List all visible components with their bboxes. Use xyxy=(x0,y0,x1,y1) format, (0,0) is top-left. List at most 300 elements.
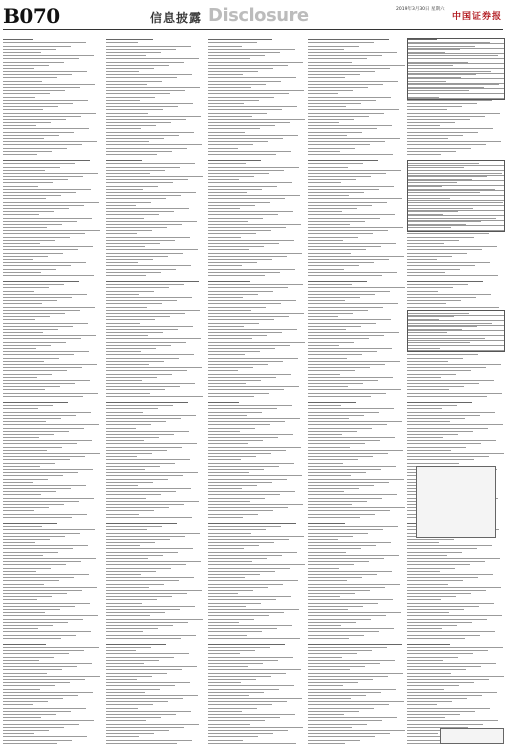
text-column-2 xyxy=(106,34,206,744)
text-line xyxy=(208,463,294,464)
text-line xyxy=(208,246,264,247)
text-line xyxy=(308,249,366,250)
text-line xyxy=(3,504,64,505)
text-line xyxy=(3,526,42,527)
text-line xyxy=(208,84,266,85)
text-line xyxy=(308,574,377,575)
text-line xyxy=(3,418,61,419)
text-line xyxy=(308,128,377,129)
text-line xyxy=(308,635,364,636)
text-line xyxy=(407,393,502,394)
text-line xyxy=(308,453,388,454)
text-line xyxy=(106,103,193,104)
text-line xyxy=(3,622,68,623)
text-line xyxy=(308,717,397,718)
text-line xyxy=(208,125,275,126)
text-line xyxy=(208,300,296,301)
text-line xyxy=(106,307,147,308)
text-line xyxy=(106,342,186,343)
text-column-4 xyxy=(308,34,408,744)
text-line xyxy=(308,660,395,661)
text-line xyxy=(208,523,296,524)
text-line xyxy=(3,574,89,575)
text-line xyxy=(106,587,149,588)
text-line xyxy=(3,692,93,693)
text-line xyxy=(3,421,46,422)
text-line xyxy=(208,39,272,40)
text-line xyxy=(3,615,98,616)
text-line xyxy=(308,644,402,645)
text-line xyxy=(208,170,284,171)
text-line xyxy=(308,679,373,680)
text-line xyxy=(308,211,342,212)
text-line xyxy=(308,733,390,734)
text-line xyxy=(308,113,384,114)
text-line xyxy=(3,599,37,600)
text-line xyxy=(208,144,253,145)
text-line xyxy=(308,523,345,524)
text-line xyxy=(208,647,270,648)
text-line xyxy=(106,81,162,82)
text-line xyxy=(3,275,94,276)
text-line xyxy=(308,539,338,540)
text-line xyxy=(3,291,34,292)
text-line xyxy=(106,730,169,731)
text-line xyxy=(3,221,77,222)
text-line xyxy=(308,119,354,120)
text-line xyxy=(3,364,97,365)
text-line xyxy=(3,673,47,674)
text-line xyxy=(308,701,404,702)
text-line xyxy=(106,619,203,620)
text-line xyxy=(208,370,238,371)
text-line xyxy=(106,186,158,187)
text-line xyxy=(208,109,282,110)
text-line xyxy=(208,65,288,66)
text-line xyxy=(308,303,398,304)
text-line xyxy=(208,510,273,511)
text-line xyxy=(407,367,486,368)
text-line xyxy=(3,463,55,464)
text-line xyxy=(208,182,292,183)
text-line xyxy=(208,402,239,403)
text-line xyxy=(208,138,283,139)
text-line xyxy=(3,329,58,330)
text-line xyxy=(3,539,50,540)
text-line xyxy=(3,469,93,470)
text-line xyxy=(407,733,438,734)
text-line xyxy=(106,606,195,607)
text-line xyxy=(407,593,471,594)
text-line xyxy=(106,170,165,171)
text-line xyxy=(308,482,389,483)
text-line xyxy=(407,689,444,690)
text-line xyxy=(407,389,449,390)
text-line xyxy=(3,711,71,712)
text-line xyxy=(308,332,399,333)
text-line xyxy=(208,568,290,569)
text-line xyxy=(407,708,490,709)
text-line xyxy=(106,603,142,604)
text-line xyxy=(208,345,290,346)
text-line xyxy=(106,233,137,234)
text-line xyxy=(106,253,183,254)
text-line xyxy=(308,587,385,588)
text-line xyxy=(407,609,464,610)
text-line xyxy=(407,259,437,260)
text-line xyxy=(3,195,61,196)
text-line xyxy=(308,189,379,190)
text-line xyxy=(308,93,338,94)
text-line xyxy=(308,625,341,626)
text-line xyxy=(3,97,35,98)
text-line xyxy=(208,71,258,72)
text-line xyxy=(3,84,95,85)
text-line xyxy=(208,638,300,639)
text-line xyxy=(106,100,140,101)
text-line xyxy=(407,434,458,435)
text-line xyxy=(106,552,178,553)
text-line xyxy=(3,119,66,120)
text-line xyxy=(208,87,251,88)
text-line xyxy=(208,475,302,476)
text-line xyxy=(106,182,173,183)
text-line xyxy=(106,405,173,406)
text-line xyxy=(407,584,448,585)
text-line xyxy=(106,323,140,324)
text-line xyxy=(106,577,194,578)
text-line xyxy=(308,160,378,161)
text-line xyxy=(3,405,53,406)
text-line xyxy=(308,447,350,448)
text-line xyxy=(208,198,285,199)
text-line xyxy=(308,545,376,546)
text-line xyxy=(3,148,67,149)
text-line xyxy=(106,402,188,403)
text-line xyxy=(308,609,348,610)
text-line xyxy=(3,240,55,241)
text-line xyxy=(308,424,387,425)
text-line xyxy=(106,68,154,69)
text-line xyxy=(106,141,149,142)
text-line xyxy=(106,740,192,741)
text-line xyxy=(3,701,48,702)
text-line xyxy=(308,106,346,107)
text-line xyxy=(308,421,402,422)
text-line xyxy=(106,593,187,594)
text-line xyxy=(106,653,189,654)
text-line xyxy=(106,284,184,285)
text-line xyxy=(208,708,257,709)
text-line xyxy=(407,307,499,308)
text-line xyxy=(3,198,46,199)
text-line xyxy=(106,555,163,556)
text-line xyxy=(308,472,366,473)
text-line xyxy=(106,720,146,721)
text-line xyxy=(106,135,179,136)
text-line xyxy=(106,568,171,569)
text-line xyxy=(308,358,347,359)
text-line xyxy=(208,428,255,429)
text-line xyxy=(407,701,452,702)
text-line xyxy=(407,132,478,133)
text-line xyxy=(208,132,245,133)
text-line xyxy=(208,689,279,690)
text-line xyxy=(308,167,348,168)
text-line xyxy=(407,695,482,696)
text-line xyxy=(407,443,481,444)
text-line xyxy=(3,523,57,524)
text-line xyxy=(308,55,382,56)
text-line xyxy=(308,724,367,725)
text-line xyxy=(208,354,245,355)
text-line xyxy=(3,644,46,645)
text-line xyxy=(3,533,80,534)
text-line xyxy=(208,434,293,435)
text-line xyxy=(106,628,158,629)
text-line xyxy=(407,577,478,578)
text-line xyxy=(3,269,56,270)
text-line xyxy=(308,49,344,50)
text-line xyxy=(106,173,150,174)
text-line xyxy=(208,724,250,725)
text-line xyxy=(3,606,75,607)
text-line xyxy=(208,135,298,136)
text-line xyxy=(106,704,153,705)
text-line xyxy=(106,615,150,616)
text-line xyxy=(308,669,350,670)
text-line xyxy=(106,647,151,648)
text-line xyxy=(208,253,302,254)
text-line xyxy=(407,622,472,623)
text-line xyxy=(308,87,368,88)
text-line xyxy=(308,364,385,365)
newspaper-logo: 中国证券报 xyxy=(452,12,503,22)
text-line xyxy=(208,128,260,129)
text-line xyxy=(106,599,157,600)
text-line xyxy=(3,358,59,359)
text-line xyxy=(3,351,89,352)
text-line xyxy=(106,62,184,63)
text-line xyxy=(3,386,60,387)
text-line xyxy=(407,653,473,654)
text-line xyxy=(308,647,387,648)
text-line xyxy=(208,348,275,349)
text-line xyxy=(308,440,380,441)
text-line xyxy=(3,262,86,263)
text-line xyxy=(3,367,82,368)
text-line xyxy=(208,167,299,168)
text-line xyxy=(106,249,198,250)
text-line xyxy=(407,415,480,416)
text-line xyxy=(407,148,471,149)
text-line xyxy=(3,361,44,362)
text-line xyxy=(3,631,91,632)
text-line xyxy=(308,46,359,47)
text-line xyxy=(106,294,139,295)
text-line xyxy=(308,555,399,556)
text-line xyxy=(308,615,386,616)
text-line xyxy=(3,494,41,495)
text-line xyxy=(3,733,34,734)
text-line xyxy=(308,603,378,604)
text-line xyxy=(3,297,72,298)
text-line xyxy=(308,469,381,470)
text-line xyxy=(106,338,201,339)
text-line xyxy=(407,297,476,298)
text-line xyxy=(407,580,463,581)
table-row xyxy=(408,231,504,235)
text-line xyxy=(308,348,392,349)
text-line xyxy=(106,297,192,298)
text-line xyxy=(106,488,191,489)
text-line xyxy=(3,52,41,53)
text-line xyxy=(106,335,148,336)
text-line xyxy=(407,552,462,553)
text-line xyxy=(3,87,80,88)
text-line xyxy=(3,281,79,282)
text-line xyxy=(3,354,74,355)
text-line xyxy=(3,507,49,508)
text-line xyxy=(3,488,71,489)
text-line xyxy=(3,377,37,378)
text-line xyxy=(106,345,171,346)
text-line xyxy=(3,424,99,425)
text-line xyxy=(3,666,77,667)
text-line xyxy=(3,65,49,66)
text-line xyxy=(308,386,348,387)
text-line xyxy=(208,81,281,82)
text-line xyxy=(308,475,351,476)
text-line xyxy=(3,412,91,413)
text-line xyxy=(308,628,394,629)
text-line xyxy=(308,269,344,270)
text-line xyxy=(308,415,364,416)
text-line xyxy=(308,310,368,311)
text-line xyxy=(3,163,75,164)
text-line xyxy=(3,638,61,639)
text-line xyxy=(407,704,437,705)
text-line xyxy=(407,660,443,661)
text-line xyxy=(308,463,343,464)
text-line xyxy=(208,692,264,693)
text-line xyxy=(3,313,65,314)
text-line xyxy=(308,514,375,515)
text-line xyxy=(407,673,451,674)
text-line xyxy=(407,119,470,120)
text-line xyxy=(208,106,297,107)
text-line xyxy=(208,574,260,575)
text-line xyxy=(208,367,253,368)
text-line xyxy=(106,431,189,432)
text-line xyxy=(208,389,284,390)
text-line xyxy=(3,380,90,381)
text-line xyxy=(308,704,389,705)
text-line xyxy=(208,358,298,359)
text-line xyxy=(407,246,497,247)
text-line xyxy=(308,230,388,231)
text-line xyxy=(3,246,93,247)
text-line xyxy=(208,393,269,394)
text-line xyxy=(308,405,341,406)
text-line xyxy=(407,383,479,384)
text-line xyxy=(106,380,142,381)
text-line xyxy=(106,498,146,499)
text-line xyxy=(3,714,56,715)
text-line xyxy=(106,125,156,126)
text-line xyxy=(106,230,152,231)
text-line xyxy=(106,622,188,623)
text-line xyxy=(407,437,443,438)
text-line xyxy=(308,638,349,639)
text-line xyxy=(208,491,295,492)
text-line xyxy=(407,612,449,613)
text-line xyxy=(3,447,62,448)
text-line xyxy=(407,587,501,588)
text-line xyxy=(3,323,88,324)
text-line xyxy=(208,42,257,43)
text-line xyxy=(3,208,69,209)
text-line xyxy=(407,456,489,457)
text-line xyxy=(308,256,404,257)
text-line xyxy=(106,195,181,196)
text-line xyxy=(3,141,97,142)
text-line xyxy=(106,635,196,636)
text-line xyxy=(3,170,45,171)
text-line xyxy=(3,383,75,384)
text-line xyxy=(308,491,344,492)
text-line xyxy=(3,603,90,604)
text-line xyxy=(208,208,240,209)
text-line xyxy=(3,132,74,133)
text-line xyxy=(407,125,440,126)
text-line xyxy=(208,628,277,629)
text-line xyxy=(208,421,285,422)
text-line xyxy=(106,548,193,549)
text-line xyxy=(308,116,369,117)
text-line xyxy=(106,354,194,355)
text-line xyxy=(106,205,136,206)
text-line xyxy=(106,644,166,645)
text-line xyxy=(3,284,64,285)
text-line xyxy=(308,657,342,658)
text-line xyxy=(208,743,296,744)
text-line xyxy=(106,558,148,559)
text-line xyxy=(308,39,389,40)
text-line xyxy=(106,415,196,416)
text-line xyxy=(106,638,181,639)
text-line xyxy=(308,74,360,75)
text-line xyxy=(407,405,457,406)
text-line xyxy=(3,345,51,346)
text-line xyxy=(208,526,281,527)
text-line xyxy=(407,284,468,285)
text-line xyxy=(308,526,398,527)
text-line xyxy=(106,456,137,457)
text-line xyxy=(106,240,175,241)
text-line xyxy=(106,482,153,483)
text-line xyxy=(3,704,33,705)
text-line xyxy=(407,717,445,718)
text-line xyxy=(308,71,375,72)
text-line xyxy=(208,517,243,518)
text-line xyxy=(208,275,265,276)
text-line xyxy=(208,488,242,489)
text-line xyxy=(308,450,403,451)
text-line xyxy=(308,740,360,741)
text-line xyxy=(3,514,87,515)
text-line xyxy=(407,272,445,273)
